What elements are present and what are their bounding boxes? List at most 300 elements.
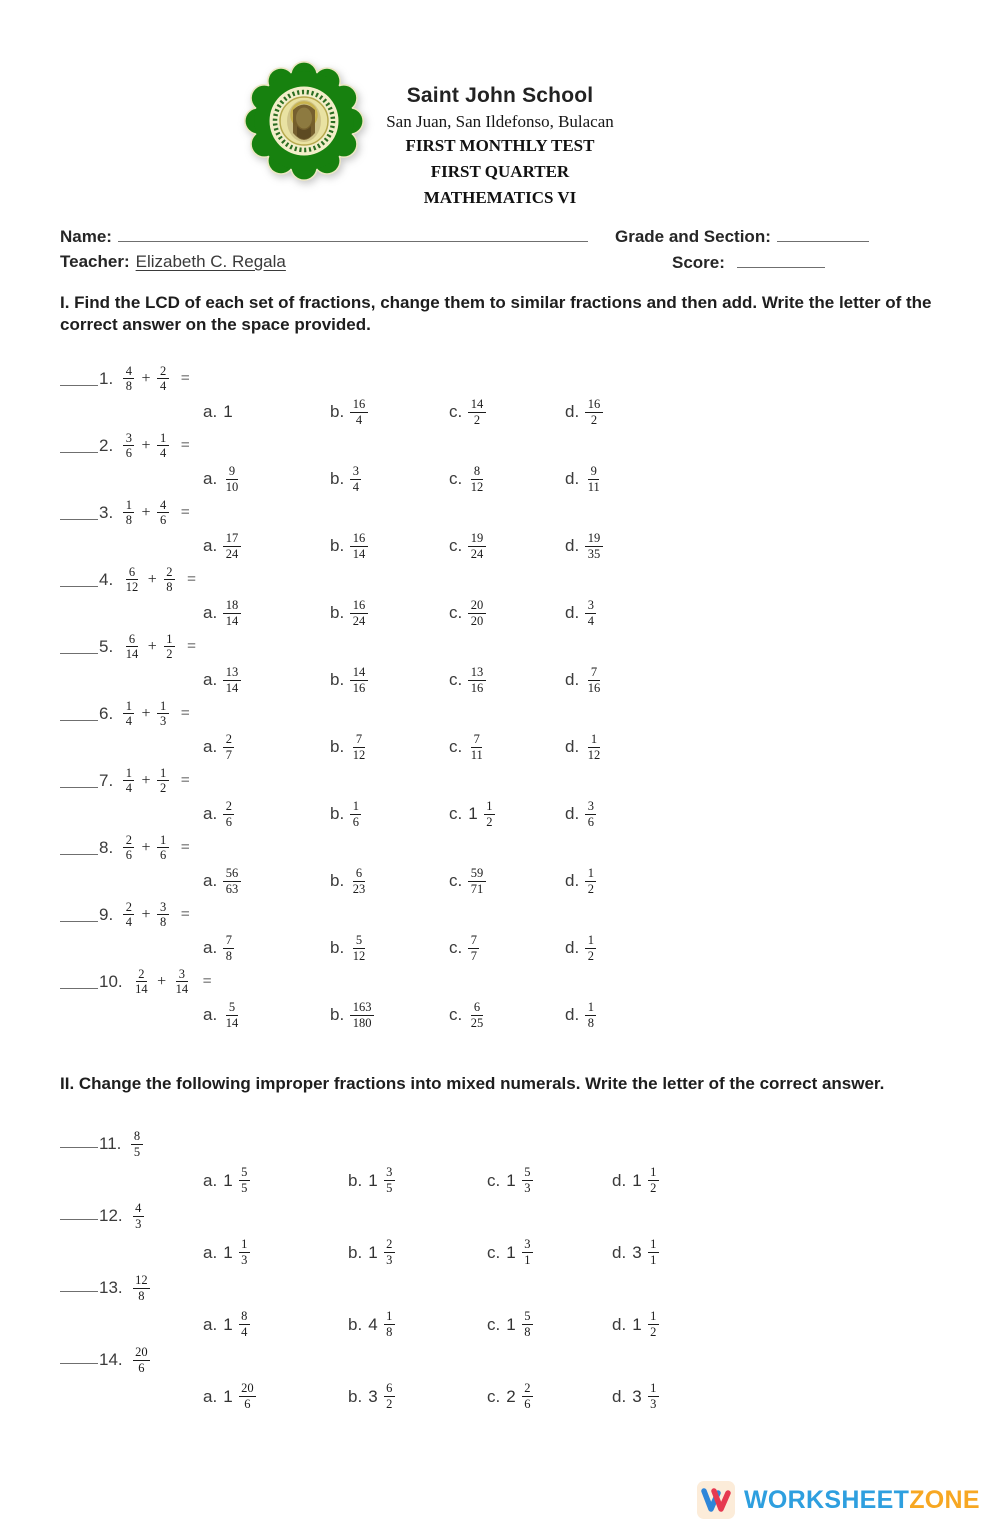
- numerator: 4: [133, 1201, 144, 1217]
- option-letter: c.: [487, 1170, 501, 1190]
- numerator: 13: [223, 665, 241, 681]
- question-number: 13.: [99, 1278, 123, 1298]
- option-fraction: [223, 464, 241, 495]
- q2-option-d: [565, 464, 950, 495]
- numerator: 6: [126, 632, 137, 648]
- answer-blank-3[interactable]: [60, 504, 98, 520]
- numerator: 7: [468, 933, 479, 949]
- numerator: 3: [350, 464, 361, 480]
- q1-option-c: [449, 397, 565, 428]
- denominator: 4: [159, 446, 167, 461]
- option-fraction: [648, 1309, 659, 1340]
- denominator: 2: [650, 1325, 657, 1340]
- option-letter: b.: [348, 1170, 363, 1190]
- option-fraction: [468, 866, 486, 897]
- denominator: 25: [470, 1015, 484, 1030]
- q1-option-d: [565, 397, 950, 428]
- option-letter: d.: [612, 1170, 627, 1190]
- option-fraction: [522, 1381, 533, 1412]
- numerator: 2: [123, 900, 134, 916]
- equals-sign: =: [180, 436, 190, 454]
- denominator: 35: [587, 546, 601, 561]
- denominator: 4: [125, 781, 132, 796]
- question-9: [60, 898, 950, 964]
- option-fraction: [384, 1237, 395, 1268]
- option-letter: b.: [348, 1386, 363, 1406]
- denominator: 6: [524, 1397, 531, 1412]
- option-fraction: [468, 933, 479, 964]
- plus-sign: +: [141, 436, 151, 454]
- whole-number: 1: [632, 1170, 642, 1190]
- teacher-row: [60, 252, 945, 278]
- numerator: 1: [585, 1000, 596, 1016]
- option-letter: c.: [487, 1242, 501, 1262]
- q9-option-b: [330, 933, 449, 964]
- section-II-instructions: II. Change the following improper fractions into mixed numerals. Write the letter of the correct answer.: [60, 1073, 885, 1093]
- question-number: 8.: [99, 837, 114, 857]
- numerator: 56: [223, 866, 241, 882]
- fraction: [157, 431, 168, 462]
- question-12-options: [203, 1237, 950, 1267]
- denominator: 6: [225, 814, 232, 829]
- denominator: 14: [135, 982, 148, 997]
- worksheetzone-logo-icon: [697, 1481, 735, 1519]
- question-6-options: [203, 732, 950, 763]
- q14-option-d: [612, 1381, 950, 1412]
- fraction: [157, 833, 168, 864]
- question-7-line: [60, 764, 950, 798]
- q9-option-d: [565, 933, 950, 964]
- answer-blank-14[interactable]: [60, 1348, 98, 1364]
- fraction: [164, 632, 175, 663]
- q4-option-d: [565, 598, 950, 629]
- q6-option-a: [203, 732, 330, 763]
- question-6: [60, 697, 950, 763]
- question-number: 5.: [99, 636, 114, 656]
- denominator: 6: [125, 446, 132, 461]
- fraction: [173, 967, 191, 998]
- denominator: 14: [352, 546, 366, 561]
- option-letter: a.: [203, 536, 218, 556]
- numerator: 17: [223, 531, 241, 547]
- plus-sign: +: [141, 369, 151, 387]
- q5-option-d: [565, 665, 950, 696]
- brand-zone: ZONE: [909, 1485, 980, 1514]
- answer-blank-5[interactable]: [60, 638, 98, 654]
- answer-blank-11[interactable]: [60, 1132, 98, 1148]
- option-fraction: [350, 933, 368, 964]
- question-13-options: [203, 1309, 950, 1339]
- denominator: 4: [159, 379, 167, 394]
- equals-sign: =: [180, 771, 190, 789]
- score-input-line[interactable]: [737, 252, 825, 268]
- score-label: Score:: [672, 253, 725, 272]
- student-info: [60, 226, 945, 278]
- q3-option-c: [449, 531, 565, 562]
- whole-number: 1: [223, 402, 233, 422]
- question-3-line: [60, 496, 950, 530]
- fraction: [131, 1129, 142, 1160]
- denominator: 3: [241, 1253, 248, 1268]
- numerator: 2: [164, 565, 175, 581]
- option-fraction: [239, 1381, 257, 1412]
- answer-blank-7[interactable]: [60, 772, 98, 788]
- fraction: [123, 699, 134, 730]
- q13-option-b: [348, 1309, 487, 1340]
- q3-option-a: [203, 531, 330, 562]
- q9-option-c: [449, 933, 565, 964]
- fraction: [123, 900, 134, 931]
- option-fraction: [384, 1309, 395, 1340]
- option-fraction: [223, 933, 234, 964]
- numerator: 3: [384, 1165, 395, 1181]
- section-II: [60, 1073, 950, 1411]
- option-fraction: [239, 1237, 250, 1268]
- q6-option-b: [330, 732, 449, 763]
- equals-sign: =: [180, 369, 190, 387]
- question-2-line: [60, 429, 950, 463]
- numerator: 16: [350, 531, 368, 547]
- option-letter: c.: [449, 804, 463, 824]
- answer-blank-12[interactable]: [60, 1204, 98, 1220]
- q11-option-b: [348, 1165, 487, 1196]
- answer-blank-4[interactable]: [60, 571, 98, 587]
- option-letter: d.: [565, 737, 580, 757]
- numerator: 2: [384, 1237, 395, 1253]
- section-I-instructions: I. Find the LCD of each set of fractions, change them to similar fractions and then add. Write the letter of the correct answer on the space provided.: [60, 293, 932, 335]
- denominator: 8: [166, 580, 173, 595]
- option-letter: d.: [612, 1314, 627, 1334]
- option-fraction: [585, 464, 602, 495]
- whole-number: 3: [632, 1242, 642, 1262]
- numerator: 163: [350, 1000, 374, 1016]
- equals-sign: =: [186, 637, 196, 655]
- plus-sign: +: [141, 704, 151, 722]
- fraction: [157, 364, 168, 395]
- fraction: [157, 498, 168, 529]
- numerator: 8: [131, 1129, 142, 1145]
- question-8: [60, 831, 950, 897]
- option-fraction: [468, 732, 485, 763]
- fraction: [157, 900, 168, 931]
- q13-option-c: [487, 1309, 612, 1340]
- school-name: Saint John School: [406, 84, 594, 107]
- numerator: 1: [585, 933, 596, 949]
- option-fraction: [585, 531, 603, 562]
- denominator: 6: [587, 814, 594, 829]
- denominator: 8: [386, 1325, 393, 1340]
- question-number: 7.: [99, 770, 114, 790]
- q8-option-b: [330, 866, 449, 897]
- denominator: 24: [225, 546, 239, 561]
- question-10: [60, 965, 950, 1031]
- numerator: 2: [136, 967, 147, 983]
- denominator: 8: [225, 948, 232, 963]
- question-number: 10.: [99, 971, 123, 991]
- option-fraction: [468, 665, 486, 696]
- denominator: 3: [386, 1253, 393, 1268]
- numerator: 1: [123, 699, 134, 715]
- option-letter: d.: [565, 536, 580, 556]
- question-number: 6.: [99, 703, 114, 723]
- question-9-line: [60, 898, 950, 932]
- denominator: 12: [587, 747, 601, 762]
- option-letter: c.: [449, 871, 463, 891]
- answer-blank-2[interactable]: [60, 437, 98, 453]
- fraction: [123, 431, 134, 462]
- denominator: 1: [650, 1253, 657, 1268]
- question-7: [60, 764, 950, 830]
- option-fraction: [350, 866, 368, 897]
- fraction: [157, 699, 168, 730]
- denominator: 14: [225, 680, 239, 695]
- fraction: [157, 766, 168, 797]
- denominator: 12: [470, 479, 484, 494]
- question-number: 3.: [99, 502, 114, 522]
- q4-option-a: [203, 598, 330, 629]
- answer-blank-6[interactable]: [60, 705, 98, 721]
- numerator: 5: [522, 1309, 533, 1325]
- q11-option-d: [612, 1165, 950, 1196]
- q14-option-a: [203, 1381, 348, 1412]
- option-fraction: [585, 866, 596, 897]
- grade-section-input-line[interactable]: [777, 226, 869, 242]
- option-letter: d.: [565, 402, 580, 422]
- q12-option-d: [612, 1237, 950, 1268]
- q10-option-d: [565, 1000, 950, 1031]
- question-11: [60, 1124, 950, 1195]
- numerator: 4: [123, 364, 134, 380]
- equals-sign: =: [180, 503, 190, 521]
- numerator: 2: [223, 799, 234, 815]
- denominator: 24: [352, 613, 366, 628]
- option-fraction: [585, 1000, 596, 1031]
- q9-option-a: [203, 933, 330, 964]
- question-1-options: [203, 397, 950, 428]
- whole-number: 4: [368, 1314, 378, 1334]
- whole-number: 3: [368, 1386, 378, 1406]
- option-letter: b.: [330, 536, 345, 556]
- whole-number: 1: [506, 1242, 516, 1262]
- option-letter: b.: [348, 1242, 363, 1262]
- numerator: 1: [648, 1381, 659, 1397]
- q14-option-b: [348, 1381, 487, 1412]
- option-letter: c.: [449, 938, 463, 958]
- denominator: 2: [473, 412, 481, 427]
- question-number: 2.: [99, 435, 114, 455]
- whole-number: 2: [506, 1386, 516, 1406]
- numerator: 1: [157, 699, 168, 715]
- option-fraction: [350, 531, 368, 562]
- denominator: 7: [225, 747, 232, 762]
- q2-option-a: [203, 464, 330, 495]
- denominator: 2: [590, 412, 598, 427]
- denominator: 6: [138, 1360, 145, 1375]
- question-2: [60, 429, 950, 495]
- whole-number: 1: [506, 1170, 516, 1190]
- fraction: [133, 1273, 151, 1304]
- numerator: 12: [133, 1273, 151, 1289]
- denominator: 5: [386, 1181, 393, 1196]
- numerator: 1: [648, 1237, 659, 1253]
- option-letter: d.: [565, 804, 580, 824]
- numerator: 1: [648, 1165, 659, 1181]
- option-letter: c.: [449, 670, 463, 690]
- numerator: 9: [588, 464, 599, 480]
- numerator: 5: [353, 933, 364, 949]
- score-group: [672, 252, 825, 273]
- teacher-label: Teacher:: [60, 252, 130, 271]
- option-letter: d.: [565, 469, 580, 489]
- denominator: 2: [159, 781, 167, 796]
- name-input-line[interactable]: [118, 226, 588, 242]
- numerator: 1: [384, 1309, 395, 1325]
- numerator: 59: [468, 866, 486, 882]
- denominator: 16: [587, 680, 601, 695]
- question-3: [60, 496, 950, 562]
- denominator: 4: [355, 412, 363, 427]
- q4-option-b: [330, 598, 449, 629]
- option-letter: c.: [449, 469, 463, 489]
- numerator: 8: [239, 1309, 250, 1325]
- numerator: 4: [157, 498, 168, 514]
- option-letter: b.: [330, 737, 345, 757]
- q12-option-b: [348, 1237, 487, 1268]
- numerator: 1: [157, 431, 168, 447]
- answer-blank-13[interactable]: [60, 1276, 98, 1292]
- denominator: 8: [524, 1325, 531, 1340]
- option-letter: c.: [449, 402, 463, 422]
- q5-option-a: [203, 665, 330, 696]
- denominator: 7: [470, 948, 477, 963]
- equals-sign: =: [180, 838, 190, 856]
- test-quarter: FIRST QUARTER: [430, 162, 570, 181]
- option-letter: c.: [449, 536, 463, 556]
- whole-number: 1: [368, 1170, 378, 1190]
- option-fraction: [350, 732, 368, 763]
- option-fraction: [223, 732, 234, 763]
- question-2-options: [203, 464, 950, 495]
- denominator: 24: [470, 546, 484, 561]
- denominator: 4: [241, 1325, 248, 1340]
- q10-option-c: [449, 1000, 565, 1031]
- q8-option-c: [449, 866, 565, 897]
- option-fraction: [522, 1165, 533, 1196]
- numerator: 2: [123, 833, 134, 849]
- denominator: 3: [159, 714, 167, 729]
- fraction: [164, 565, 175, 596]
- q2-option-c: [449, 464, 565, 495]
- option-letter: c.: [449, 1005, 463, 1025]
- question-8-line: [60, 831, 950, 865]
- denominator: 10: [225, 479, 239, 494]
- option-fraction: [350, 1000, 374, 1031]
- questions-area: [60, 292, 950, 1412]
- numerator: 1: [157, 833, 168, 849]
- option-fraction: [384, 1165, 395, 1196]
- q14-option-c: [487, 1381, 612, 1412]
- question-12: [60, 1196, 950, 1267]
- numerator: 6: [471, 1000, 482, 1016]
- numerator: 16: [350, 598, 368, 614]
- numerator: 2: [223, 732, 234, 748]
- option-letter: b.: [330, 938, 345, 958]
- q10-option-b: [330, 1000, 449, 1031]
- option-letter: d.: [565, 603, 580, 623]
- option-letter: d.: [565, 670, 580, 690]
- option-fraction: [648, 1381, 659, 1412]
- question-number: 14.: [99, 1350, 123, 1370]
- option-fraction: [350, 598, 368, 629]
- denominator: 16: [352, 680, 366, 695]
- option-fraction: [468, 397, 486, 428]
- question-5-line: [60, 630, 950, 664]
- equals-sign: =: [180, 704, 190, 722]
- question-5-options: [203, 665, 950, 696]
- denominator: 12: [352, 948, 366, 963]
- school-address: San Juan, San Ildefonso, Bulacan: [386, 112, 614, 131]
- plus-sign: +: [147, 570, 157, 588]
- numerator: 18: [223, 598, 241, 614]
- option-letter: a.: [203, 1005, 218, 1025]
- q3-option-d: [565, 531, 950, 562]
- whole-number: 1: [506, 1314, 516, 1334]
- denominator: 8: [138, 1288, 145, 1303]
- question-13: [60, 1268, 950, 1339]
- worksheetzone-footer: [697, 1481, 980, 1519]
- q5-option-c: [449, 665, 565, 696]
- option-letter: a.: [203, 402, 218, 422]
- denominator: 8: [587, 1015, 594, 1030]
- option-fraction: [585, 799, 596, 830]
- numerator: 20: [133, 1345, 151, 1361]
- numerator: 6: [126, 565, 137, 581]
- equals-sign: =: [186, 570, 196, 588]
- denominator: 6: [352, 814, 359, 829]
- plus-sign: +: [147, 637, 157, 655]
- option-fraction: [239, 1309, 250, 1340]
- whole-number: 1: [223, 1242, 233, 1262]
- option-fraction: [585, 397, 603, 428]
- q8-option-a: [203, 866, 330, 897]
- answer-blank-1[interactable]: [60, 370, 98, 386]
- option-letter: a.: [203, 737, 218, 757]
- question-14: [60, 1340, 950, 1411]
- option-letter: d.: [612, 1386, 627, 1406]
- fraction: [123, 632, 141, 663]
- q12-option-a: [203, 1237, 348, 1268]
- denominator: 23: [352, 881, 366, 896]
- whole-number: 1: [368, 1242, 378, 1262]
- denominator: 4: [125, 714, 132, 729]
- grade-group: [615, 226, 869, 247]
- question-11-line: [60, 1124, 950, 1164]
- option-fraction: [468, 464, 486, 495]
- answer-blank-8[interactable]: [60, 839, 98, 855]
- numerator: 1: [484, 799, 495, 815]
- name-label: Name:: [60, 227, 112, 246]
- denominator: 3: [135, 1216, 142, 1231]
- question-8-options: [203, 866, 950, 897]
- option-fraction: [648, 1237, 659, 1268]
- answer-blank-10[interactable]: [60, 973, 98, 989]
- option-fraction: [522, 1309, 533, 1340]
- numerator: 7: [588, 665, 599, 681]
- answer-blank-9[interactable]: [60, 906, 98, 922]
- question-12-line: [60, 1196, 950, 1236]
- option-letter: a.: [203, 1386, 218, 1406]
- denominator: 6: [159, 513, 167, 528]
